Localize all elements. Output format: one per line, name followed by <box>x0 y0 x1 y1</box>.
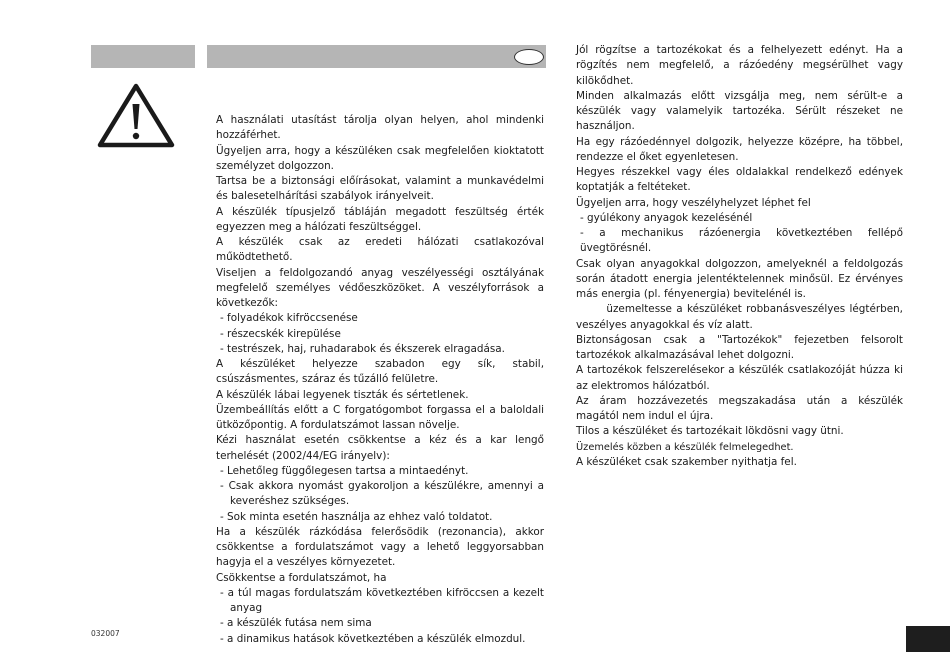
list-item: - a túl magas fordulatszám következtében kifröccsen a kezelt anyag <box>220 586 544 614</box>
list-item: - testrészek, haj, ruhadarabok és ékszerek elragadása. <box>220 342 505 355</box>
left-text-column <box>216 113 544 647</box>
header-bar-left <box>91 45 195 68</box>
paragraph: A használati utasítást tárolja olyan helyen, ahol mindenki hozzáférhet. <box>216 114 544 142</box>
list-item: - a mechanikus rázóenergia következtében fellépő üvegtörésnél. <box>580 227 903 255</box>
list-item: - Lehetőleg függőlegesen tartsa a mintaedényt. <box>220 464 469 477</box>
paragraph: Ügyeljen arra, hogy a készüléken csak megfelelően kioktatott személyzet dolgozzon. <box>216 144 544 172</box>
paragraph: A tartozékok felszerelésekor a készülék csatlakozóját húzza ki az elektromos hálózatból. <box>576 364 903 392</box>
paragraph: Minden alkalmazás előtt vizsgálja meg, nem sérült-e a készülék vagy valamelyik tartozéka. Sérült részeket ne használjon. <box>576 89 903 133</box>
paragraph: Jól rögzítse a tartozékokat és a felhelyezett edényt. Ha a rögzítés nem megfelelő, a rázóedény megsérülhet vagy kilökődhet. <box>576 44 903 87</box>
paragraph: Kézi használat esetén csökkentse a kéz és a kar lengő terhelését (2002/44/EG irányelv): <box>216 434 544 462</box>
paragraph: Ha egy rázóedénnyel dolgozik, helyezze középre, ha többel, rendezze el őket egyenletesen. <box>576 135 903 163</box>
right-text-column <box>576 43 907 470</box>
paragraph: Tartsa be a biztonsági előírásokat, valamint a munkavédelmi és balesetelhárítási szabályok irányelveit. <box>216 175 544 203</box>
paragraph: Üzemelés közben a készülék felmelegedhet. <box>576 441 794 453</box>
list-item: - folyadékok kifröccsenése <box>220 312 358 325</box>
page-edge-tab <box>906 626 950 652</box>
paragraph: Hegyes részekkel vagy éles oldalakkal rendelkező edények koptatják a feltéteket. <box>576 166 903 194</box>
paragraph: Biztonságosan csak a "Tartozékok" fejezetben felsorolt tartozékok alkalmazásával lehet dolgozni. <box>576 333 903 361</box>
paragraph: A készülék lábai legyenek tiszták és sértetlenek. <box>216 388 469 401</box>
list-item: - gyúlékony anyagok kezelésénél <box>580 211 753 224</box>
paragraph: Az áram hozzávezetés megszakadása után a készülék magától nem indul el újra. <box>576 394 903 422</box>
paragraph: Üzembeállítás előtt a C forgatógombot forgassa el a baloldali ütközőpontig. A fordulatszámot lassan növelje. <box>216 403 544 431</box>
paragraph: A készüléket csak szakember nyithatja fel. <box>576 455 797 468</box>
document-code: 032007 <box>91 629 120 638</box>
list-item: - a dinamikus hatások következtében a készülék elmozdul. <box>220 632 526 645</box>
header-bar-right <box>207 45 546 68</box>
page-marker-oval <box>514 49 544 65</box>
paragraph: Ügyeljen arra, hogy veszélyhelyzet léphet fel <box>576 196 811 209</box>
warning-triangle-icon <box>97 82 175 148</box>
paragraph: Ha a készülék rázkódása felerősödik (rezonancia), akkor csökkentse a fordulatszámot vagy a lehető leggyorsabban hagyja el a veszélyes környezetet. <box>216 525 544 569</box>
paragraph: A készülék csak az eredeti hálózati csatlakozóval működtethető. <box>216 236 544 264</box>
paragraph: A készüléket helyezze szabadon egy sík, stabil, csúszásmentes, száraz és tűzálló felületre. <box>216 358 544 386</box>
list-item: - a készülék futása nem sima <box>220 617 372 630</box>
list-item: - Csak akkora nyomást gyakoroljon a készülékre, amennyi a keveréshez szükséges. <box>220 480 544 508</box>
list-item: - Sok minta esetén használja az ehhez való toldatot. <box>220 510 493 523</box>
list-item: - részecskék kirepülése <box>220 327 341 340</box>
paragraph: Csökkentse a fordulatszámot, ha <box>216 571 387 584</box>
paragraph: A készülék típusjelző tábláján megadott feszültség érték egyezzen meg a hálózati feszültséggel. <box>216 205 544 233</box>
paragraph: üzemeltesse a készüléket robbanásveszélyes légtérben, veszélyes anyagokkal és víz alatt. <box>576 303 907 331</box>
paragraph: Viseljen a feldolgozandó anyag veszélyességi osztályának megfelelő személyes védőeszközöket. A veszélyforrások a következők: <box>216 266 544 309</box>
paragraph: Tilos a készüléket és tartozékait lökdösni vagy ütni. <box>576 425 844 438</box>
paragraph: Csak olyan anyagokkal dolgozzon, amelyeknél a feldolgozás során átadott energia jelentéktelennek minősül. Ez érvényes más energia (pl. fényenergia) bevitelénél is. <box>576 257 903 300</box>
